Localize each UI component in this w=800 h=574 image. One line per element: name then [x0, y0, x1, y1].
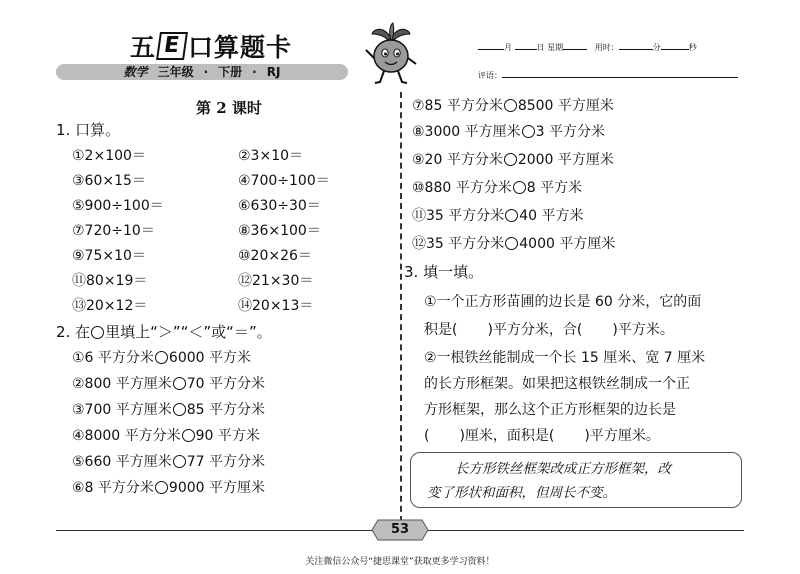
title-e-logo: E	[156, 32, 188, 60]
compare-circle-input[interactable]	[522, 125, 535, 138]
q3-p1-line1: ①一个正方形苗圃的边长是 60 分米，它的面	[424, 294, 702, 310]
q2-item	[412, 122, 605, 142]
card-title	[130, 26, 292, 66]
q1-item: ①2×100＝	[72, 148, 146, 164]
q2-right: 40 平方米	[519, 208, 584, 224]
q3-p1-text-b: )平方分米，合(	[487, 322, 583, 338]
q2-heading-post: 里填上“＞”“＜”或“＝”。	[105, 323, 272, 341]
q3-p2-line3: 方形框架，那么这个正方形框架的边长是	[424, 402, 676, 418]
q1-item: ⑭20×13＝	[238, 298, 314, 314]
compare-circle-input[interactable]	[155, 351, 168, 364]
weekday-blank[interactable]	[563, 40, 587, 50]
q3-heading: 3. 填一填。	[404, 263, 484, 281]
page-number: 53	[390, 522, 410, 537]
title-prefix: 五	[130, 33, 157, 62]
q2-right: 2000 平方厘米	[517, 152, 614, 168]
compare-circle-input[interactable]	[182, 429, 195, 442]
seconds-blank[interactable]	[661, 40, 689, 50]
q2-right: 77 平方分米	[186, 454, 265, 470]
q3-p2-text-c: )平方厘米。	[584, 428, 660, 444]
compare-circle-input[interactable]	[513, 181, 526, 194]
compare-circle-input[interactable]	[505, 237, 518, 250]
q1-item: ⑪80×19＝	[72, 273, 148, 289]
circle-icon	[91, 326, 104, 339]
q2-item	[412, 234, 615, 254]
month-label: 月	[504, 43, 512, 52]
radish-mascot-icon	[360, 22, 422, 88]
q2-left: ⑥8 平方分米	[72, 480, 154, 496]
q2-left: ⑪35 平方分米	[412, 208, 505, 224]
q3-p2-text-b: )厘米，面积是(	[459, 428, 555, 444]
q1-item: ⑤900÷100＝	[72, 198, 164, 214]
summary-box	[410, 452, 742, 508]
q1-item: ⑧36×100＝	[238, 223, 321, 239]
q2-heading-pre: 2. 在	[56, 323, 91, 341]
q2-right: 85 平方分米	[186, 402, 265, 418]
q2-left: ⑫35 平方分米	[412, 236, 505, 252]
separator-dot: ·	[203, 65, 209, 79]
q2-right: 9000 平方厘米	[168, 480, 266, 496]
q2-item	[412, 96, 614, 116]
summary-line: 长方形铁丝框架改成正方形框架，改	[455, 461, 671, 477]
grade-info-bar	[56, 64, 348, 80]
q2-item	[72, 374, 265, 394]
date-time-line	[478, 40, 697, 53]
time-used-label: 用时：	[594, 43, 619, 52]
edition-label: RJ	[266, 65, 281, 79]
q2-left: ⑩880 平方分米	[412, 180, 512, 196]
q2-heading	[56, 322, 272, 342]
q2-left: ③700 平方厘米	[72, 402, 172, 418]
q2-item	[72, 452, 265, 472]
compare-circle-input[interactable]	[504, 99, 517, 112]
q1-item: ⑥630÷30＝	[238, 198, 321, 214]
q2-left: ⑦85 平方分米	[412, 98, 503, 114]
q1-item: ②3×10＝	[238, 148, 304, 164]
lesson-title: 第 2 课时	[196, 99, 262, 117]
subject-label: 数学	[123, 65, 148, 79]
q2-item	[72, 400, 265, 420]
q2-left: ①6 平方分米	[72, 350, 154, 366]
minutes-blank[interactable]	[619, 40, 653, 50]
compare-circle-input[interactable]	[173, 377, 186, 390]
q1-item: ④700÷100＝	[238, 173, 330, 189]
q2-right: 4000 平方厘米	[519, 236, 616, 252]
comment-label: 评语：	[478, 71, 502, 80]
title-suffix: 口算题卡	[188, 33, 293, 62]
comment-line	[478, 68, 738, 81]
volume-label: 下册	[218, 65, 243, 79]
q1-item: ⑦720÷10＝	[72, 223, 155, 239]
q2-right: 3 平方分米	[535, 124, 605, 140]
q2-right: 6000 平方米	[168, 350, 252, 366]
compare-circle-input[interactable]	[173, 403, 186, 416]
q2-right: 90 平方米	[195, 428, 260, 444]
compare-circle-input[interactable]	[505, 209, 518, 222]
q2-right: 8 平方米	[526, 180, 583, 196]
q3-p1-line2	[424, 320, 674, 340]
q3-p2-line4	[424, 426, 660, 446]
q2-left: ⑤660 平方厘米	[72, 454, 172, 470]
compare-circle-input[interactable]	[504, 153, 517, 166]
q2-left: ④8000 平方分米	[72, 428, 181, 444]
summary-line: 变了形状和面积，但周长不变。	[427, 485, 616, 501]
q2-left: ②800 平方厘米	[72, 376, 172, 392]
q2-left: ⑨20 平方分米	[412, 152, 503, 168]
day-label: 日	[536, 43, 545, 52]
q1-item: ⑨75×10＝	[72, 248, 146, 264]
q2-item	[412, 150, 614, 170]
q2-item	[72, 426, 260, 446]
q1-item: ⑬20×12＝	[72, 298, 148, 314]
separator-dot: ·	[252, 65, 257, 79]
q2-left: ⑧3000 平方厘米	[412, 124, 521, 140]
q1-item: ⑩20×26＝	[238, 248, 312, 264]
footer-note: 关注微信公众号“捷思课堂”获取更多学习资料！	[305, 557, 495, 567]
compare-circle-input[interactable]	[173, 455, 186, 468]
q2-item	[72, 478, 265, 498]
q3-p1-text-a: 积是(	[424, 322, 458, 338]
q2-right: 8500 平方厘米	[517, 98, 614, 114]
minutes-label: 分	[652, 43, 661, 52]
q2-item	[412, 206, 584, 226]
q3-p2-text-a: (	[424, 428, 430, 444]
q3-p1-text-c: )平方米。	[612, 322, 674, 338]
q2-item	[412, 178, 582, 198]
q3-p2-line2: 的长方形框架。如果把这根铁丝制成一个正	[424, 376, 690, 392]
q2-right: 70 平方分米	[186, 376, 265, 392]
seconds-label: 秒	[688, 43, 697, 52]
q1-heading: 1. 口算。	[56, 121, 121, 139]
weekday-label: 星期	[547, 43, 564, 52]
month-blank[interactable]	[478, 40, 504, 50]
compare-circle-input[interactable]	[155, 481, 168, 494]
q2-item	[72, 348, 251, 368]
column-divider	[400, 92, 402, 522]
grade-label: 三年级	[157, 65, 194, 79]
comment-blank[interactable]	[502, 68, 738, 78]
day-blank[interactable]	[515, 40, 537, 50]
q3-p2-line1: ②一根铁丝能制成一个长 15 厘米、宽 7 厘米	[424, 350, 706, 366]
q1-item: ⑫21×30＝	[238, 273, 314, 289]
q1-item: ③60×15＝	[72, 173, 146, 189]
